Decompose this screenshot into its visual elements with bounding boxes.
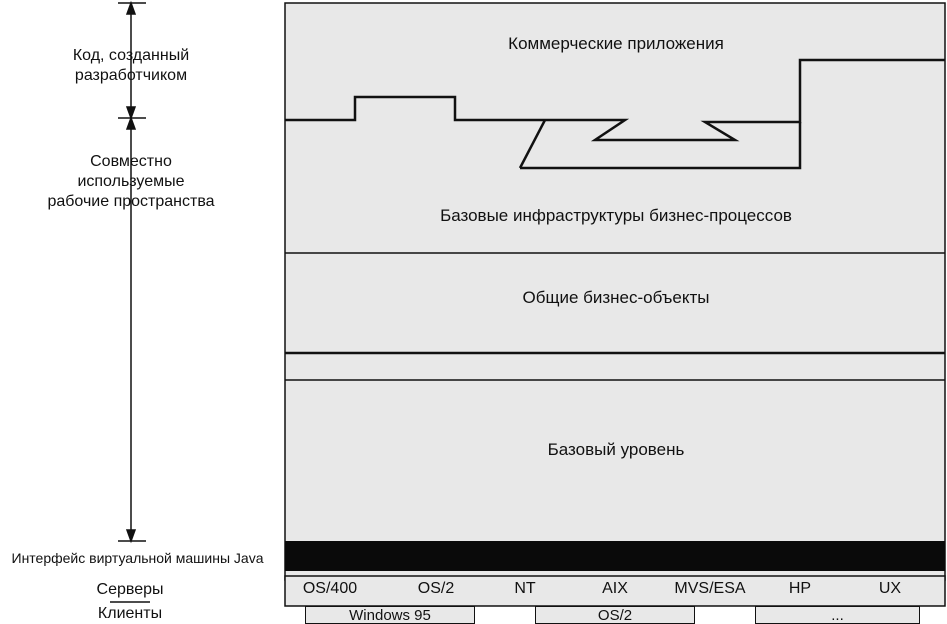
developer-code-label-line-2: разработчиком: [74, 67, 188, 84]
server-nt: NT: [514, 580, 536, 597]
server-hp: HP: [788, 580, 812, 597]
developer-code-label: [20, 46, 242, 86]
servers-label: Серверы: [96, 581, 164, 598]
client-label: OS/2: [597, 606, 633, 624]
server-os400: OS/400: [302, 580, 358, 597]
shared-workspaces-label: [20, 152, 242, 212]
common-business-objects-layer-label: Общие бизнес-объекты: [522, 288, 710, 307]
client-box-2: [755, 606, 920, 624]
developer-code-label-line-1: Код, созданный: [72, 47, 190, 64]
base-level-layer-label: Базовый уровень: [547, 440, 685, 459]
client-label: ...: [831, 606, 844, 624]
server-aix: AIX: [602, 580, 628, 597]
dimension-arrows: [110, 3, 150, 602]
server-os2: OS/2: [417, 580, 455, 597]
shared-workspaces-label-line-2: используемые: [77, 173, 185, 190]
shared-workspaces-down-arrowhead: [127, 530, 135, 541]
shared-workspaces-up-arrowhead: [127, 118, 135, 129]
jvm-interface-bar: [285, 541, 945, 571]
client-box-0: [305, 606, 475, 624]
shared-workspaces-label-line-1: Совместно: [90, 153, 172, 170]
shared-workspaces-label-line-3: рабочие пространства: [47, 193, 215, 210]
server-ux: UX: [878, 580, 902, 597]
jvm-interface-label: Интерфейс виртуальной машины Java: [11, 550, 264, 566]
client-box-1: [535, 606, 695, 624]
commercial-apps-layer-label: Коммерческие приложения: [508, 34, 724, 53]
clients-label: Клиенты: [97, 605, 163, 622]
client-label: Windows 95: [349, 606, 431, 624]
business-process-infra-layer-label: Базовые инфраструктуры бизнес-процессов: [440, 206, 792, 225]
developer-code-up-arrowhead: [127, 3, 135, 14]
server-mvs-esa: MVS/ESA: [674, 580, 746, 597]
